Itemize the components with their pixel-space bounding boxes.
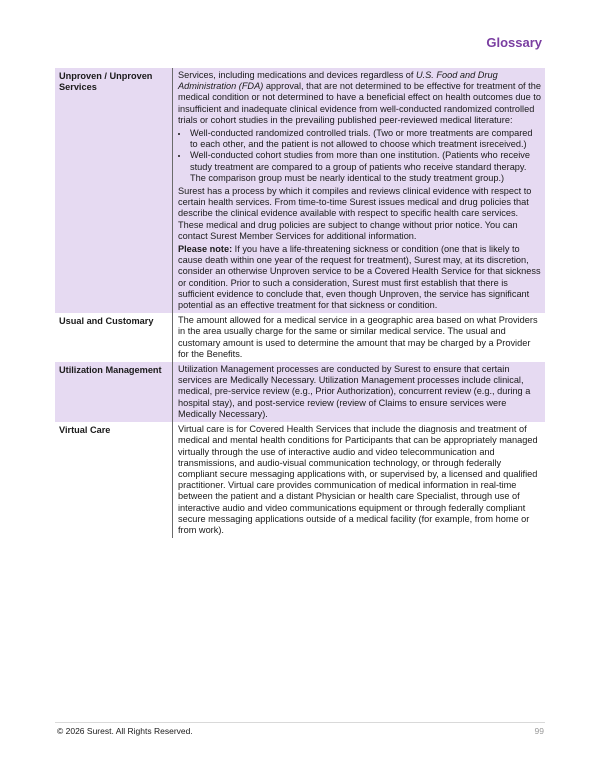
glossary-term: Utilization Management bbox=[55, 362, 173, 422]
definition-paragraph: Utilization Management processes are conducted by Surest to ensure that certain services are Medically Necessary. Utilization Management processes include clinical, medical, pre-service review (e.g., Prior Authorization), concurrent review (e.g., during a hospital stay), and post-service review (review of Claims to ensure services were Medically Necessary). bbox=[178, 364, 531, 419]
definition-intro-text-cont: approval, that are not determined to be effective for treatment of the medical condition or not determined to have a beneficial effect on health outcomes due to insufficient and inadequate clinical evidence from well-conducted randomized controlled trials or cohort studies in the prevailing published peer-reviewed medical literature: bbox=[178, 81, 541, 125]
note-text: If you have a life-threatening sickness or condition (one that is likely to cause death within one year of the request for treatment), Surest may, at its discretion, consider an otherwise Unproven service to be a Covered Health Service for that sickness or condition. Prior to such a consideration, Surest must first establish that there is sufficient evidence to conclude that, even though Unproven, the service has significant potential as an effective treatment for that sickness or condition. bbox=[178, 244, 541, 311]
definition-bullet-list bbox=[178, 128, 541, 184]
glossary-definition bbox=[173, 313, 545, 362]
definition-paragraph: Virtual care is for Covered Health Services that include the diagnosis and treatment of medical and mental health conditions for Participants that can be appropriately managed virtually through the use of interactive audio and video telecommunication and transmissions, and audio-visual communication technology, or through federally compliant secure messaging applications with, or supervised by, a licensed and qualified practitioner. Virtual care provides communication of medical information in real-time between the patient and a distant Physician or health care Specialist, through use of interactive audio and video communications equipment or through federally compliant secure messaging applications outside of a medical facility (for example, from home or from work). bbox=[178, 424, 538, 535]
glossary-definition bbox=[173, 362, 545, 422]
glossary-row-virtual-care bbox=[55, 422, 545, 538]
definition-intro bbox=[178, 70, 541, 126]
glossary-definition bbox=[173, 68, 545, 313]
page-section-title: Glossary bbox=[486, 35, 542, 50]
glossary-term: Unproven / Unproven Services bbox=[55, 68, 173, 313]
glossary-row-unproven-services bbox=[55, 68, 545, 313]
note-label: Please note: bbox=[178, 244, 233, 255]
definition-intro-italic: U.S. Food and Drug Administration (FDA) bbox=[178, 70, 498, 92]
list-item: • Well-conducted randomized controlled trials. (Two or more treatments are compared to each other, and the patient is not allowed to choose which treatment isreceived.) bbox=[189, 128, 541, 150]
page-number: 99 bbox=[534, 726, 544, 736]
glossary-row-utilization-management bbox=[55, 362, 545, 422]
glossary-row-usual-and-customary bbox=[55, 313, 545, 362]
definition-note bbox=[178, 244, 541, 311]
footer-divider bbox=[55, 722, 545, 723]
glossary-definition bbox=[173, 422, 545, 538]
footer-copyright: © 2026 Surest. All Rights Reserved. bbox=[57, 726, 193, 736]
glossary-table bbox=[55, 68, 545, 538]
definition-intro-text: Services, including medications and devices regardless of bbox=[178, 70, 416, 80]
list-item: • Well-conducted cohort studies from more than one institution. (Patients who receive study treatment are compared to a group of patients who receive standard therapy. The comparison group must be nearly identical to the study treatment group.) bbox=[189, 150, 541, 184]
glossary-term: Usual and Customary bbox=[55, 313, 173, 362]
definition-paragraph: Surest has a process by which it compiles and reviews clinical evidence with respect to certain health services. From time-to-time Surest issues medical and drug policies that describe the clinical evidence available with respect to specific health care services. These medical and drug policies are subject to change without prior notice. You can contact Surest Member Services for additional information. bbox=[178, 186, 532, 241]
definition-paragraph: The amount allowed for a medical service in a geographic area based on what Providers in the area usually charge for the same or similar medical service. The usual and customary amount is used to determine the amount that may be charged by a Provider for the Benefits. bbox=[178, 315, 538, 359]
glossary-term: Virtual Care bbox=[55, 422, 173, 538]
